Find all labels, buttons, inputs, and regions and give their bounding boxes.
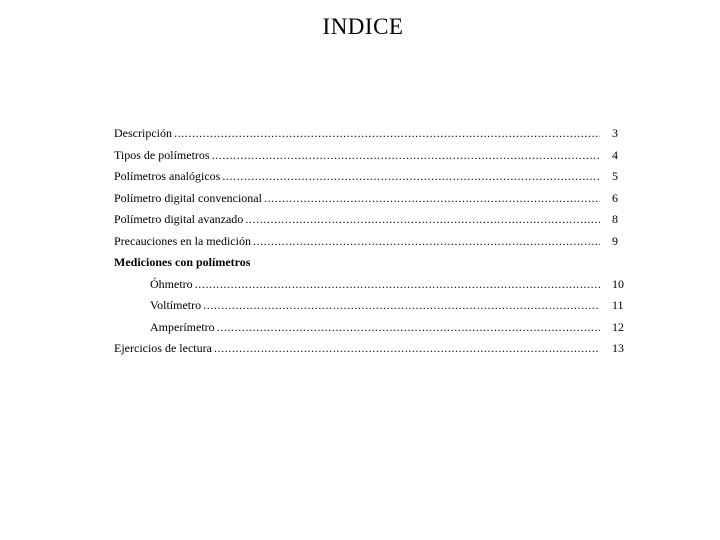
toc-entry-label: Ejercicios de lectura — [114, 341, 212, 355]
page-title: INDICE — [322, 14, 404, 39]
toc-entry-label: Descripción — [114, 126, 172, 140]
toc-subentry-voltimetro[interactable] — [114, 295, 626, 317]
dot-leader — [214, 338, 600, 360]
toc-entry-label: Tipos de polímetros — [114, 147, 210, 162]
toc-entry-page: 12 — [612, 319, 624, 334]
dot-leader — [203, 295, 600, 317]
toc-entry-descripcion[interactable] — [114, 123, 626, 145]
toc-entry-page: 3 — [612, 126, 618, 140]
toc-entry-page: 11 — [612, 298, 624, 312]
toc-entry-page: 10 — [612, 276, 624, 291]
toc-subentry-amperimetro[interactable] — [114, 317, 626, 339]
toc-entry-label: Polímetro digital avanzado — [114, 212, 244, 226]
toc-entry-label: Amperímetro — [150, 319, 215, 334]
toc-subentry-ohmetro[interactable] — [114, 274, 626, 296]
toc-entry-ejercicios[interactable] — [114, 338, 626, 360]
dot-leader — [174, 123, 600, 145]
toc-entry-label: Óhmetro — [150, 276, 193, 291]
dot-leader — [222, 166, 600, 188]
toc-entry-page: 9 — [612, 233, 618, 248]
toc-section-heading: Mediciones con polímetros — [114, 255, 251, 269]
dot-leader — [217, 317, 600, 339]
toc-entry-page: 5 — [612, 169, 618, 183]
toc-entry-page: 4 — [612, 147, 618, 162]
table-of-contents — [114, 123, 626, 360]
dot-leader — [253, 231, 600, 253]
toc-entry-digital-convencional[interactable] — [114, 188, 626, 210]
toc-entry-label: Voltímetro — [150, 298, 202, 312]
toc-entry-page: 8 — [612, 212, 618, 226]
toc-entry-tipos[interactable] — [114, 145, 626, 167]
toc-entry-digital-avanzado[interactable] — [114, 209, 626, 231]
toc-entry-precauciones[interactable] — [114, 231, 626, 253]
toc-entry-page: 6 — [612, 190, 618, 205]
toc-entry-label: Polímetro digital convencional — [114, 190, 262, 205]
dot-leader — [245, 209, 600, 231]
dot-leader — [212, 145, 600, 167]
toc-entry-analogicos[interactable] — [114, 166, 626, 188]
dot-leader — [264, 188, 600, 210]
toc-entry-page: 13 — [612, 341, 624, 355]
dot-leader — [195, 274, 600, 296]
toc-entry-label: Precauciones en la medición — [114, 233, 251, 248]
toc-entry-label: Polímetros analógicos — [114, 169, 221, 183]
